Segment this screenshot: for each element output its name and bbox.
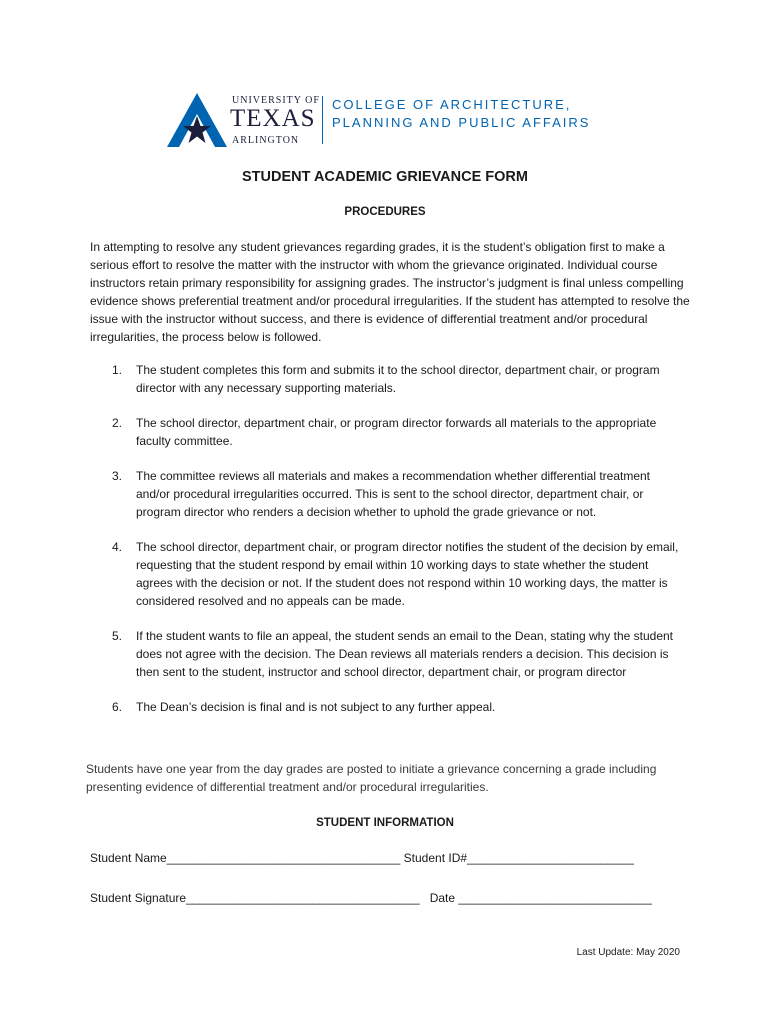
student-name-field[interactable]: ___________________________________ [166, 851, 401, 865]
procedure-step [90, 414, 682, 450]
procedure-step [90, 467, 682, 521]
procedures-heading: PROCEDURES [344, 206, 426, 218]
step-text: The school director, department chair, or program director notifies the student of the decision by email, requesting that the student respond by email within 10 working days to state whether the student agrees with the decision or not. If the student does not respond within 10 working days, the matter is considered resolved and no appeals can be made. [136, 540, 679, 608]
step-number: 6. [112, 700, 123, 714]
procedure-step [90, 538, 682, 610]
logo-college-line1: COLLEGE OF ARCHITECTURE, [332, 97, 572, 112]
student-info-heading: STUDENT INFORMATION [316, 817, 454, 829]
step-text: The Dean’s decision is final and is not subject to any further appeal. [136, 700, 496, 714]
name-id-row [90, 851, 634, 865]
step-number: 3. [112, 469, 123, 483]
procedure-step [90, 627, 682, 681]
logo-arlington: ARLINGTON [232, 135, 300, 146]
step-number: 4. [112, 540, 123, 554]
date-field[interactable]: _____________________________ [458, 891, 652, 905]
step-number: 1. [112, 363, 123, 377]
logo-college-line2: PLANNING AND PUBLIC AFFAIRS [332, 115, 591, 130]
procedure-steps [90, 361, 682, 716]
step-text: The student completes this form and submits it to the school director, department chair, or program director with any necessary supporting materials. [136, 363, 660, 395]
procedure-step [90, 361, 682, 397]
student-id-field[interactable]: _________________________ [467, 851, 634, 865]
step-number: 5. [112, 629, 123, 643]
last-update: Last Update: May 2020 [576, 947, 680, 958]
date-label: Date [429, 891, 456, 905]
intro-paragraph: In attempting to resolve any student grievances regarding grades, it is the student’s obligation first to make a serious effort to resolve the matter with the instructor with whom the grievance originated. Individual course instructors retain primary responsibility for assigning grades. The instructor’s judgment is final unless compelling evidence shows preferential treatment and/or procedural irregularities. If the student has attempted to resolve the issue with the instructor without success, and there is evidence of differential treatment and/or procedural irregularities, the process below is followed. [90, 240, 690, 344]
student-id-label: Student ID# [403, 851, 468, 865]
student-signature-label: Student Signature [90, 891, 187, 905]
procedure-step [90, 698, 682, 716]
deadline-note: Students have one year from the day grades are posted to initiate a grievance concerning a grade including presenting evidence of differential treatment and/or procedural irregularities. [86, 762, 657, 794]
step-text: The school director, department chair, or program director forwards all materials to the appropriate faculty committee. [136, 416, 657, 448]
logo-divider [322, 96, 323, 144]
step-text: If the student wants to file an appeal, the student sends an email to the Dean, stating why the student does not agree with the decision. The Dean reviews all materials renders a decision. This decision is then sent to the student, instructor and school director, department chair, or program director [136, 629, 674, 679]
uta-star-logo-icon [166, 92, 228, 148]
logo-university-of: UNIVERSITY OF [232, 95, 320, 106]
logo-texas: TEXAS [230, 105, 316, 132]
step-text: The committee reviews all materials and makes a recommendation whether differential treatment and/or procedural irregularities occurred. This is sent to the school director, department chair, or program director who renders a decision whether to uphold the grade grievance or not. [136, 469, 651, 519]
student-name-label: Student Name [90, 851, 167, 865]
student-signature-field[interactable]: ___________________________________ [186, 891, 420, 905]
uta-capppa-logo [166, 92, 604, 148]
form-title: STUDENT ACADEMIC GRIEVANCE FORM [242, 169, 528, 185]
signature-date-row [90, 891, 652, 905]
step-number: 2. [112, 416, 123, 430]
